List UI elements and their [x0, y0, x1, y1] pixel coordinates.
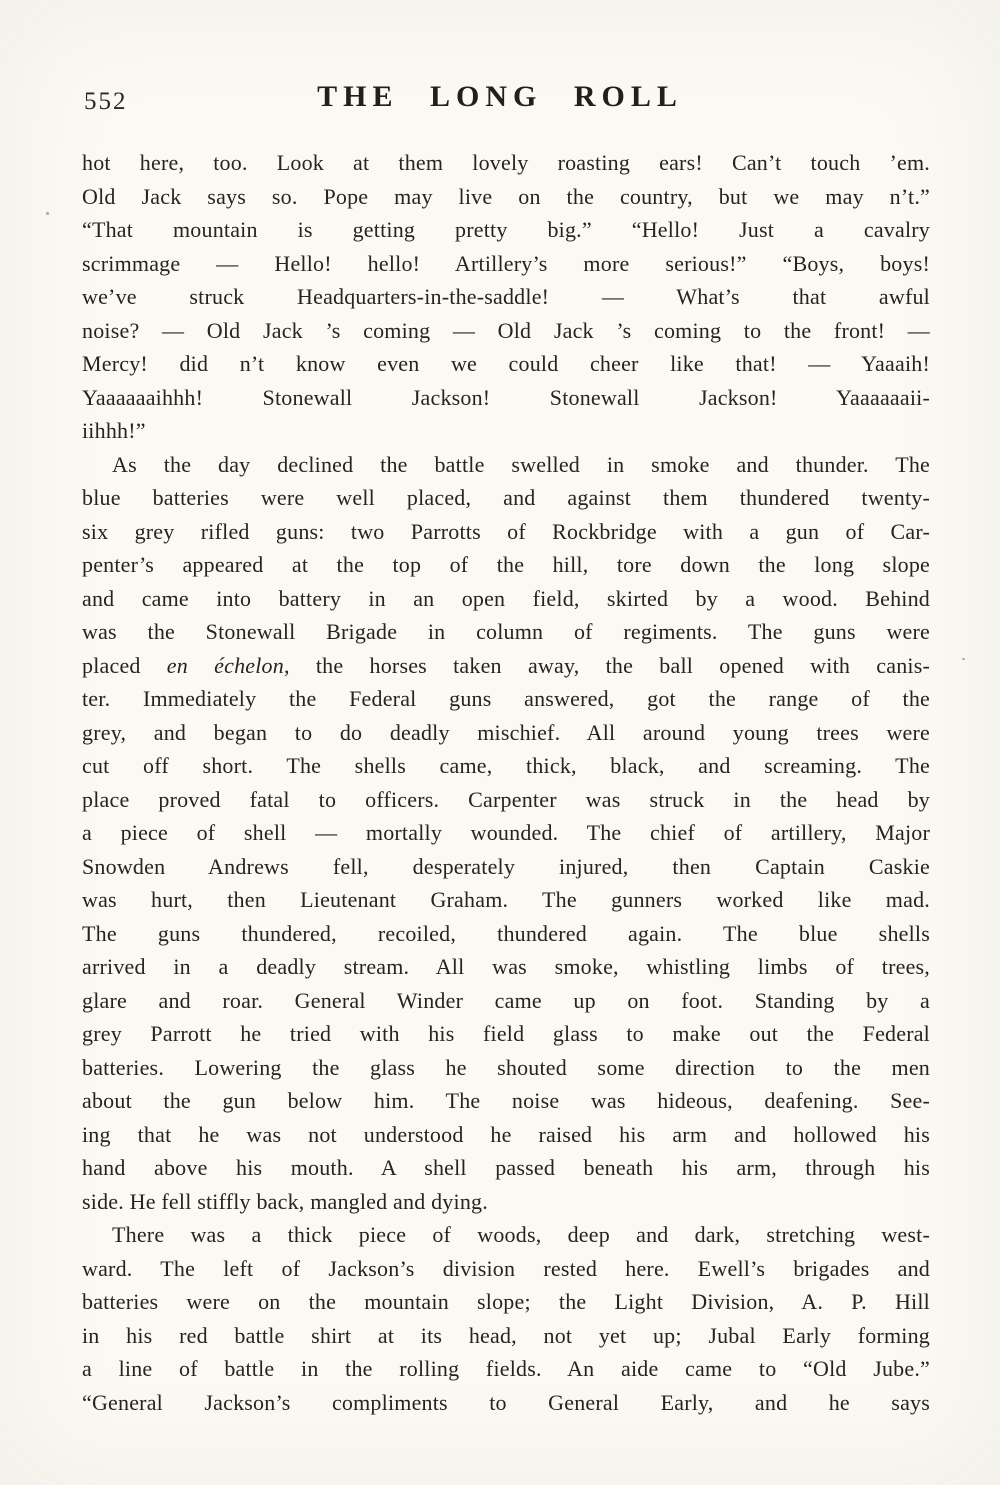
text-line: As the day declined the battle swelled in smoke and thunder. The — [112, 451, 930, 477]
text-line: and came into battery in an open field, skirted by a wood. Behind — [82, 585, 930, 611]
page-body — [82, 146, 930, 1419]
text-line: ward. The left of Jackson’s division rested here. Ewell’s brigades and — [82, 1255, 930, 1281]
text-line: There was a thick piece of woods, deep and dark, stretching west- — [112, 1222, 930, 1247]
text-line: Yaaaaaaihhh! Stonewall Jackson! Stonewall Jackson! Yaaaaaaii- — [82, 384, 930, 410]
text-line: blue batteries were well placed, and against them thundered twenty- — [82, 485, 930, 510]
text-line: Old Jack says so. Pope may live on the country, but we may n’t.” — [82, 183, 930, 209]
page-number: 552 — [84, 88, 128, 115]
text-line: about the gun below him. The noise was hideous, deafening. See- — [82, 1088, 930, 1113]
text-line: ter. Immediately the Federal guns answered, got the range of the — [82, 686, 930, 711]
text-line: hand above his mouth. A shell passed beneath his arm, through his — [82, 1155, 930, 1180]
text-line: ing that he was not understood he raised his arm and hollowed his — [82, 1121, 930, 1147]
text-line: batteries. Lowering the glass he shouted some direction to the men — [82, 1054, 930, 1080]
text-line: hot here, too. Look at them lovely roasting ears! Can’t touch ’em. — [82, 150, 930, 175]
text-line: we’ve struck Headquarters-in-the-saddle! — What’s that awful — [82, 284, 930, 309]
text-line: was the Stonewall Brigade in column of regiments. The guns were — [82, 619, 930, 644]
text-line: scrimmage — Hello! hello! Artillery’s more serious!” “Boys, boys! — [82, 250, 930, 276]
text-line: “General Jackson’s compliments to General Early, and he says — [82, 1389, 930, 1415]
text-line: Snowden Andrews fell, desperately injured, then Captain Caskie — [82, 853, 930, 879]
scan-speck — [46, 212, 49, 215]
text-line: place proved fatal to officers. Carpenter was struck in the head by — [82, 786, 930, 812]
text-line: iihhh!” — [82, 418, 146, 443]
text-line: penter’s appeared at the top of the hill, tore down the long slope — [82, 552, 930, 577]
scan-speck — [962, 658, 965, 660]
text-line: arrived in a deadly stream. All was smoke, whistling limbs of trees, — [82, 954, 930, 979]
text-line: glare and roar. General Winder came up on foot. Standing by a — [82, 987, 930, 1013]
paragraph — [82, 1218, 930, 1419]
text-line: Mercy! did n’t know even we could cheer like that! — Yaaaih! — [82, 351, 930, 376]
text-line: a line of battle in the rolling fields. An aide came to “Old Jube.” — [82, 1356, 930, 1381]
text-line: “That mountain is getting pretty big.” “Hello! Just a cavalry — [82, 217, 930, 242]
text-line: grey Parrott he tried with his field glass to make out the Federal — [82, 1021, 930, 1046]
text-line: cut off short. The shells came, thick, black, and screaming. The — [82, 753, 930, 778]
paragraph — [82, 448, 930, 1219]
text-line: The guns thundered, recoiled, thundered again. The blue shells — [82, 920, 930, 946]
text-line: batteries were on the mountain slope; the Light Division, A. P. Hill — [82, 1289, 930, 1314]
text-line: grey, and began to do deadly mischief. All around young trees were — [82, 719, 930, 745]
page-title: THE LONG ROLL — [317, 80, 683, 113]
text-line: six grey rifled guns: two Parrotts of Rockbridge with a gun of Car- — [82, 518, 930, 544]
text-line: in his red battle shirt at its head, not yet up; Jubal Early forming — [82, 1322, 930, 1348]
text-line: was hurt, then Lieutenant Graham. The gunners worked like mad. — [82, 887, 930, 912]
page-header — [0, 80, 1000, 124]
text-line: side. He fell stiffly back, mangled and dying. — [82, 1188, 488, 1214]
paragraph — [82, 146, 930, 448]
text-line: a piece of shell — mortally wounded. The chief of artillery, Major — [82, 820, 930, 845]
text-line: noise? — Old Jack ’s coming — Old Jack ’s coming to the front! — — [82, 317, 930, 343]
text-line: placed en échelon, the horses taken away, the ball opened with canis- — [82, 652, 930, 678]
